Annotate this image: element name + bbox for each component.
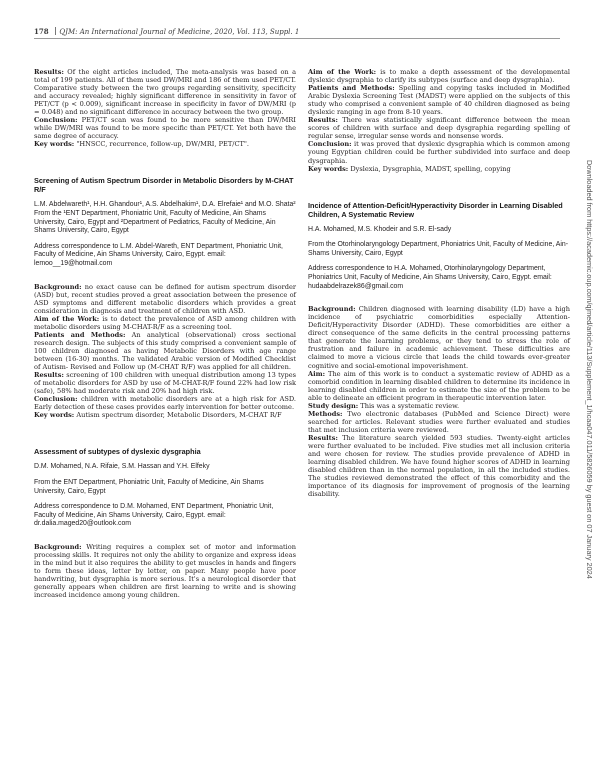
article3-title: Assessment of subtypes of dyslexic dysgraphia bbox=[34, 447, 201, 457]
article2-background: Background: no exact cause can be defined for autism spectrum disorder (ASD) but, recent studies proved a great association between the presence of ASD symptoms and different metabolic disorders which provides a great consideration in diagnosis and treatment of children with ASD. bbox=[34, 282, 296, 315]
article3-results: Results: There was statistically significant difference between the mean scores of children with surface and deep dysgraphia regarding spelling of regular sense, irregular sense words and nonsense words. bbox=[308, 116, 570, 141]
article4-authors: H.A. Mohamed, M.S. Khodeir and S.R. El-sady bbox=[308, 225, 452, 233]
download-watermark: Downloaded from https://academic.oup.com/qjmed/article/113/Supplement_1/hcaa047.011/5826059 by guest on 07 January 2024 bbox=[585, 160, 594, 579]
article2-conclusion: Conclusion: children with metabolic disorders are at a high risk for ASD. Early detection of these cases provides early intervention for better outcome. bbox=[34, 395, 296, 412]
article2-authors: L.M. Abdelwareth¹, H.H. Ghandour¹, A.S. Abdelhakim¹, D.A. Elrefaie¹ and M.O. Shata² bbox=[34, 201, 296, 209]
article3-correspondence: Address correspondence to D.M. Mohamed, ENT Department, Phoniatric Unit, Faculty of Medicine, Ain Shams University, Cairo, Egypt. email: dr.dalia.maged20@outlook.com bbox=[34, 503, 274, 528]
article2-methods: Patients and Methods: An analytical (observational) cross sectional research design. The subjects of this study comprised a convenient sample of 100 children diagnosed as having Metabolic Disorders with age range between (16-30) months. The validated Arabic version of Modified Checklist of Autism- Revised and Follow up (M-CHAT R/F) was applied for all children. bbox=[34, 330, 297, 372]
article3-affiliation: From the ENT Department, Phoniatric Unit, Faculty of Medicine, Ain Shams University, Cairo, Egypt bbox=[34, 479, 264, 495]
article4-methods: Methods: Two electronic databases (PubMed and Science Direct) were searched for articles. Relevant studies were further evaluated and studies that met inclusion criteria were reviewed. bbox=[308, 409, 570, 434]
journal-citation: QJM: An International Journal of Medicine, 2020, Vol. 113, Suppl. 1 bbox=[59, 28, 300, 36]
article3-aim: Aim of the Work: is to make a depth assessment of the developmental dyslexic dysgraphia to clarify its subtypes (surface and deep dysgraphia). bbox=[308, 68, 570, 85]
article2-correspondence: Address correspondence to L.M. Abdel-Wareth, ENT Department, Phoniatric Unit, Faculty of Medicine, Ain Shams University, Cairo, Egypt. email: lemoo__19@hotmail.com bbox=[34, 242, 283, 268]
article3-authors: D.M. Mohamed, N.A. Rifaie, S.M. Hassan and Y.H. Elfeky bbox=[34, 463, 210, 471]
header-rule bbox=[34, 38, 560, 39]
article4-results: Results: The literature search yielded 593 studies. Twenty-eight articles were further evaluated to be included. Five studies met all inclusion criteria and were chosen for review. The studies provide prevalence of ADHD in learning disabled children. We have found higher scores of ADHD in learning disabled children than in the normal population, in all the included studies. The studies reviewed demonstrated the effect of this comorbidity and the importance of its diagnosis for improvement of prognosis of the learning disability. bbox=[308, 433, 570, 499]
left-column bbox=[34, 68, 296, 599]
article4-aim: Aim: The aim of this work is to conduct a systematic review of ADHD as a comorbid condition in learning disabled children to determine its incidence in learning disabled children in order to estimate the size of the problem to be able to delineate an efficient program in therapeutic intervention later. bbox=[308, 369, 570, 402]
running-header bbox=[34, 27, 560, 36]
article3-methods: Patients and Methods: Spelling and copying tasks included in Modified Arabic Dyslexia Screening Test (MADST) were applied on the subjects of this study who comprised a convenient sample of 40 children diagnosed as being dyslexic ranging in age from 8-10 years. bbox=[308, 84, 570, 117]
article2-title: Screening of Autism Spectrum Disorder in Metabolic Disorders by M-CHAT R/F bbox=[34, 176, 294, 195]
article2-results: Results: screening of 100 children with unequal distribution among 13 types of metabolic disorders for ASD by use of M-CHAT-R/F found 22% had low risk (safe), 58% had moderate risk and 20% had high risk. bbox=[34, 371, 296, 396]
article4-correspondence: Address correspondence to H.A. Mohamed, Otorhinolaryngology Department, Phoniatrics Unit, Faculty of Medicine, Ain Shams University, Cairo, Egypt. email: hudaabdelrazek86@gmail.com bbox=[308, 265, 552, 290]
article4-title: Incidence of Attention-Deficit/Hyperactivity Disorder in Learning Disabled Children, A Systematic Review bbox=[308, 200, 563, 219]
article4-background: Background: Children diagnosed with learning disability (LD) have a high incidence of psychiatric comorbidities especially Attention-Deficit/Hyperactivity Disorder (ADHD). These comorbidities are either a direct consequence of the same deficits in the central processing patterns that generate the learning problems, or they tend to stress the role of frustration and failure in academic achievement. These difficulties are claimed to move a vicious circle that leads the child towards ever-greater cognitive and social-emotional impoverishment. bbox=[308, 305, 570, 370]
header-divider bbox=[55, 27, 56, 35]
article1-results: Results: Of the eight articles included, The meta-analysis was based on a total of 199 patients. All of them used DW/MRI and 186 of them used PET/CT. Comparative study between the two groups regarding sensitivity, specificity and accuracy revealed; highly significant difference in sensitivity in favor of PET/CT (p < 0.009), significant increase in specificity in favor of DW/MRI (p = 0.048) and no significant difference in accuracy between the two group. bbox=[34, 68, 296, 117]
page-number: 178 bbox=[34, 27, 49, 36]
article3-conclusion: Conclusion: it was proved that dyslexic dysgraphia which is common among young Egyptian children could be further subdivided into surface and deep dysgraphia. bbox=[308, 140, 570, 165]
article2-affiliation: From the ¹ENT Department, Phoniatric Unit, Faculty of Medicine, Ain Shams University, Cairo, Egypt and ²Department of Pediatrics, Faculty of Medicine, Ain Shams University, Cairo, Egypt bbox=[34, 210, 276, 235]
article3-keywords: Key words: Dyslexia, Dysgraphia, MADST, spelling, copying bbox=[308, 164, 511, 173]
article1-keywords: Key words: "HNSCC, recurrence, follow-up, DW/MRI, PET/CT". bbox=[34, 140, 250, 149]
right-column bbox=[308, 68, 570, 498]
article2-keywords: Key words: Autism spectrum disorder, Metabolic Disorders, M-CHAT R/F bbox=[34, 411, 282, 420]
article3-background-start: Background: Writing requires a complex set of motor and information processing skills. It requires not only the ability to organize and express ideas in the mind but it also requires the ability to get muscles in hands and fingers to form these ideas, letter by letter, on paper. Many people have poor handwriting, but dysgraphia is more serious. It's a neurological disorder that generally appears when children are first learning to write and is showing increased incidence among young children. bbox=[34, 542, 296, 600]
article1-conclusion: Conclusion: PET/CT scan was found to be more sensitive than DW/MRI while DW/MRI was found to be more specific than PET/CT. Yet both have the same degree of accuracy. bbox=[34, 116, 296, 141]
article2-aim: Aim of the Work: is to detect the prevalence of ASD among children with metabolic disorders using M-CHAT-R/F as a screening tool. bbox=[34, 314, 296, 331]
article4-affiliation: From the Otorhinolaryngology Department, Phoniatrics Unit, Faculty of Medicine, Ain-Shams University, Cairo, Egypt bbox=[308, 241, 569, 257]
article4-design: Study design: This was a systematic review. bbox=[308, 401, 460, 410]
